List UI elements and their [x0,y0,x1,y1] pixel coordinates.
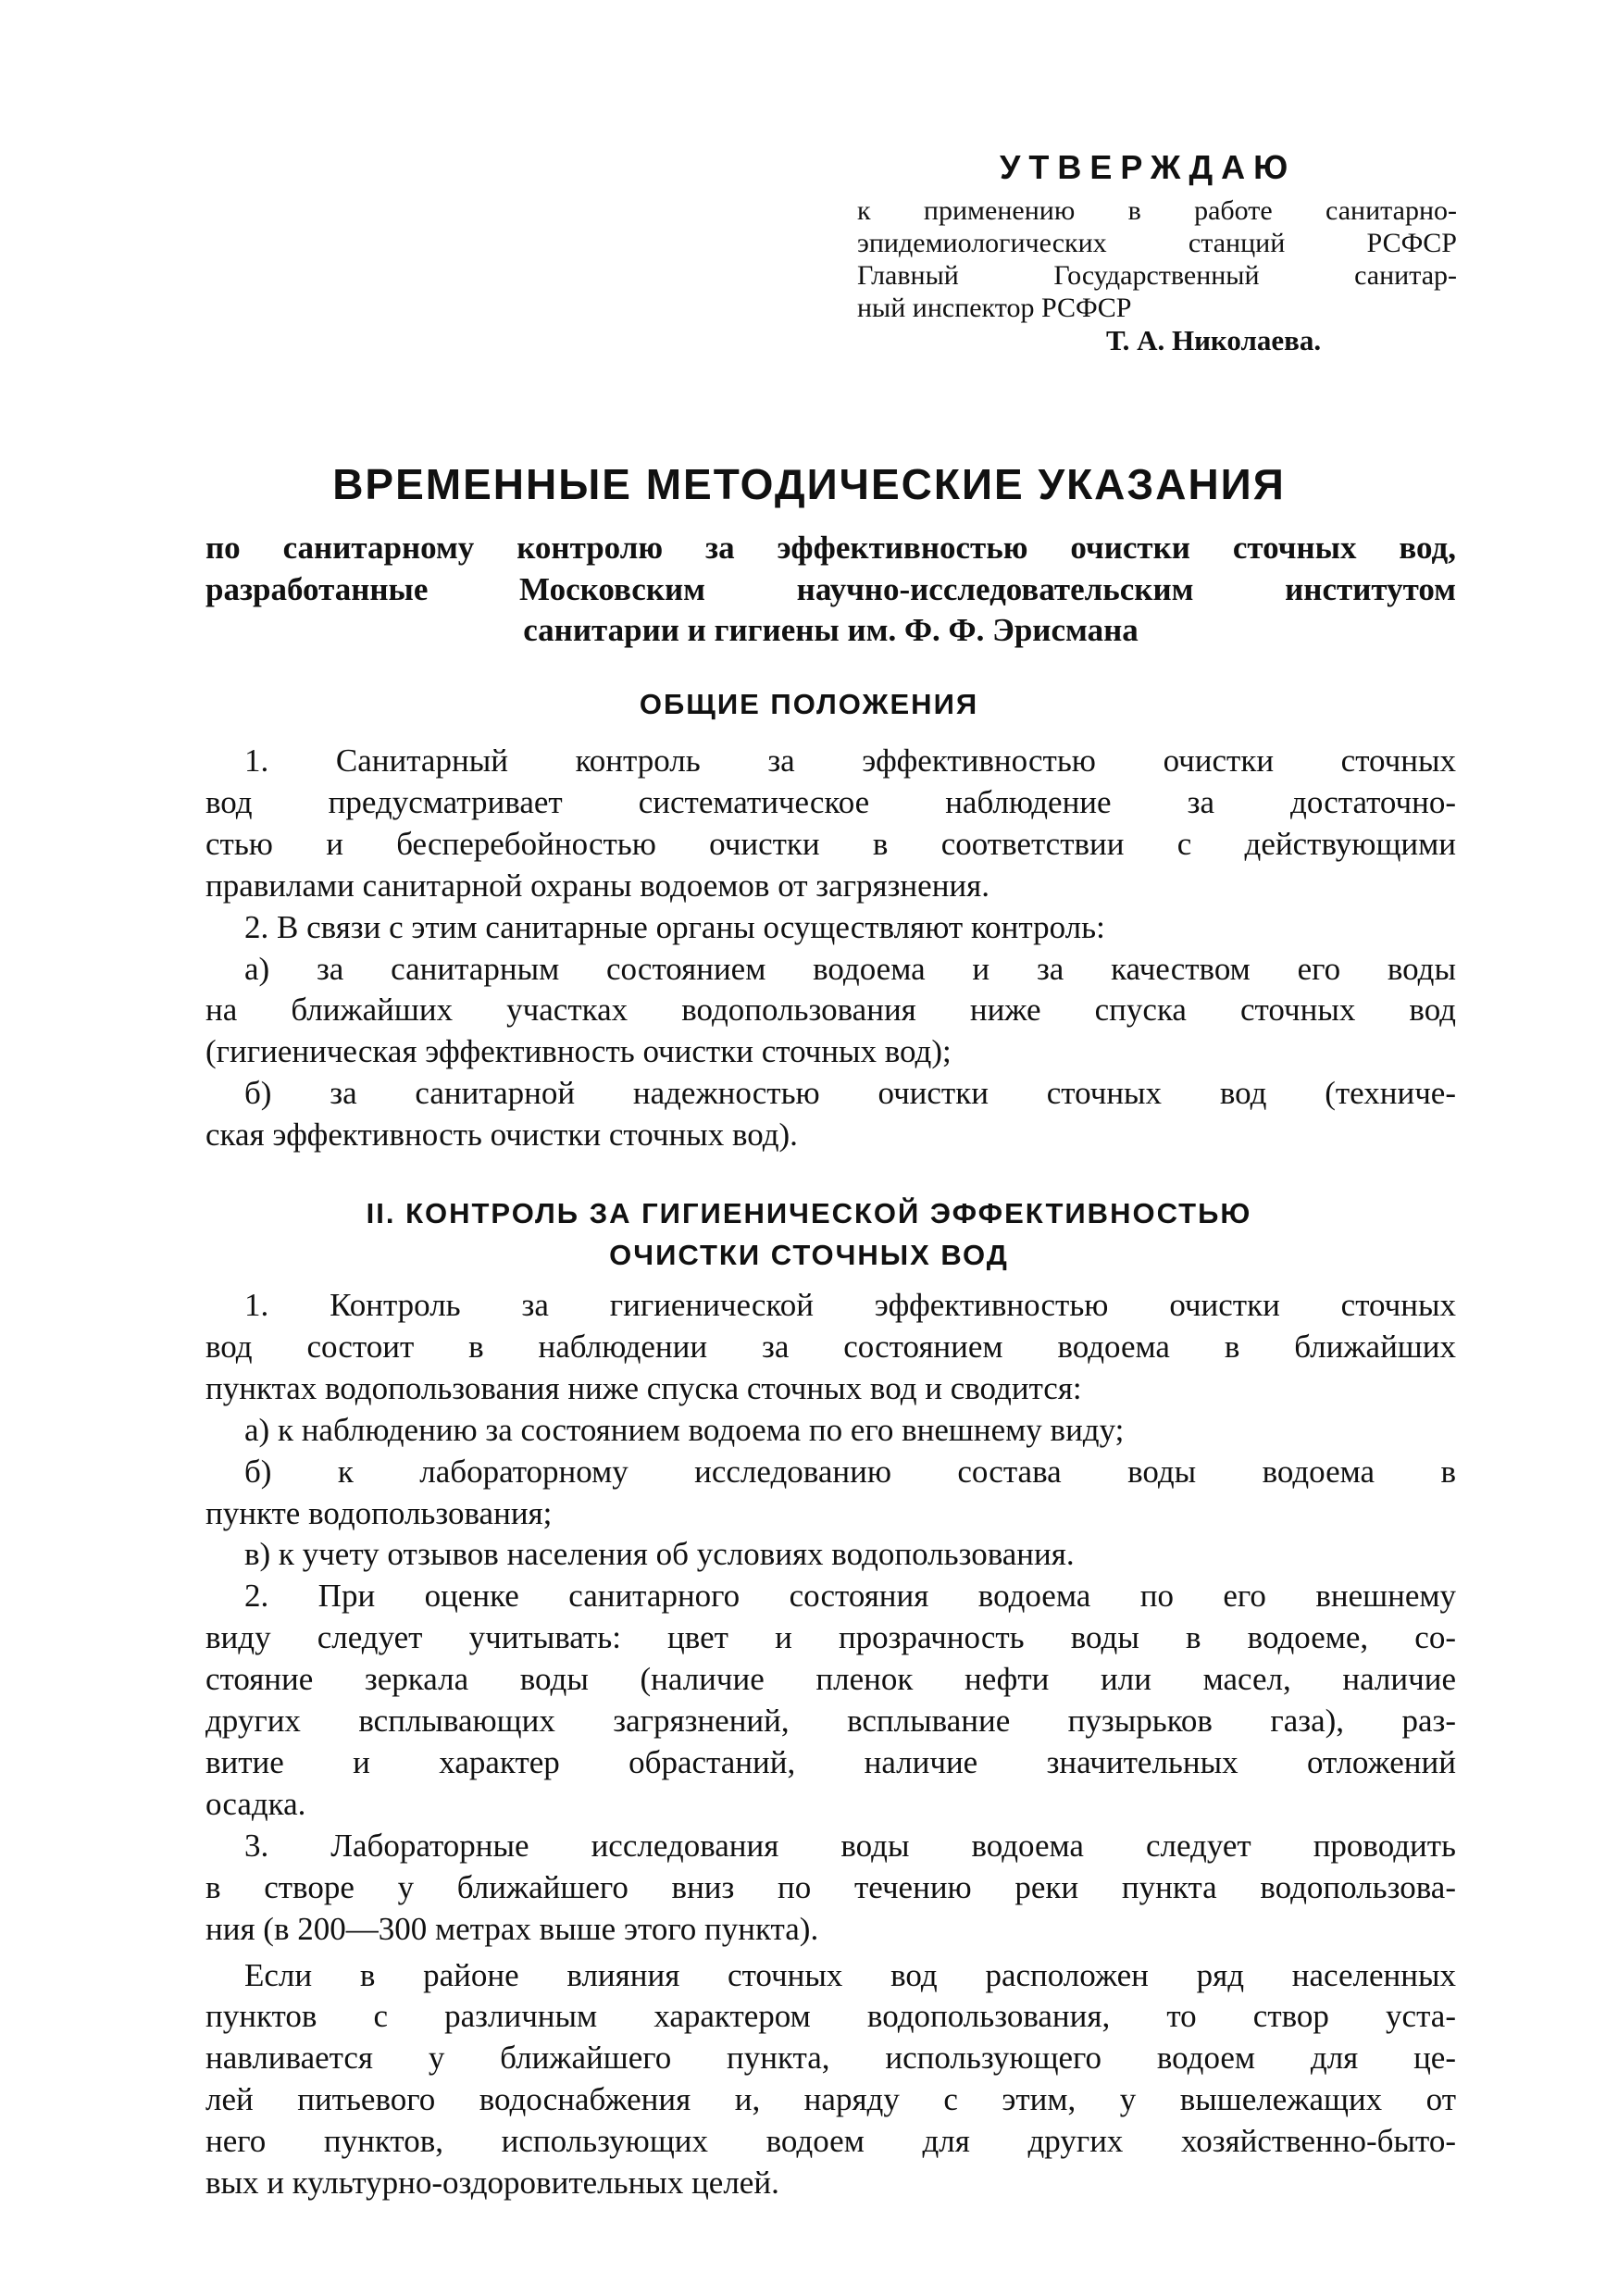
text-line: витие и характер обрастаний, наличие значительных отложений [205,1743,1456,1780]
text-line: б) к лабораторному исследованию состава воды водоема в [244,1453,1456,1490]
text-line: 2. В связи с этим санитарные органы осуществляют контроль: [244,908,1105,945]
text-line: пунктах водопользования ниже спуска сточных вод и сводится: [205,1369,1082,1406]
paragraph [205,1955,1456,2204]
paragraph [205,1073,1456,1156]
text-line: пункте водопользования; [205,1494,553,1531]
approval-line: к применению в работе санитарно- [857,195,1457,226]
text-line: а) за санитарным состоянием водоема и за качеством его воды [244,950,1456,987]
approval-text [857,194,1457,324]
text-line: правилами санитарной охраны водоемов от загрязнения. [205,867,990,904]
text-line: 1. Санитарный контроль за эффективностью очистки сточных [244,742,1456,779]
section-heading-general [0,683,1618,725]
text-line: б) за санитарной надежностью очистки сточных вод (техниче- [244,1075,1456,1112]
text-line: навливается у ближайшего пункта, использующего водоем для це- [205,2040,1456,2077]
approval-heading: УТВЕРЖДАЮ [1000,148,1297,186]
section-heading-line: ОЧИСТКИ СТОЧНЫХ ВОД [609,1239,1009,1271]
paragraph [205,1410,1456,1452]
text-line: виду следует учитывать: цвет и прозрачность воды в водоеме, со- [205,1619,1456,1656]
text-line: лей питьевого водоснабжения и, наряду с этим, у вышележащих от [205,2081,1456,2118]
section-body-hygienic-control [205,1285,1456,2204]
text-line: 3. Лабораторные исследования воды водоема следует проводить [244,1827,1456,1864]
document-subtitle [205,528,1456,652]
text-line: 1. Контроль за гигиенической эффективностью очистки сточных [244,1287,1456,1323]
section-heading-line: II. КОНТРОЛЬ ЗА ГИГИЕНИЧЕСКОЙ ЭФФЕКТИВНОСТЬЮ [366,1197,1252,1229]
paragraph [205,1534,1456,1576]
paragraph [205,1452,1456,1535]
paragraph [205,949,1456,1074]
text-line: стояние зеркала воды (наличие пленок нефти или масел, наличие [205,1661,1456,1698]
text-line: на ближайших участках водопользования ниже спуска сточных вод [205,992,1456,1029]
approval-line: ный инспектор РСФСР [857,293,1132,323]
approval-line: эпидемиологических станций РСФСР [857,228,1457,258]
text-line: вод предусматривает систематическое наблюдение за достаточно- [205,783,1456,820]
text-line: стью и бесперебойностью очистки в соответствии с действующими [205,825,1456,862]
section-heading-line: ОБЩИЕ ПОЛОЖЕНИЯ [639,688,979,720]
subtitle-line: разработанные Московским научно-исследовательским институтом [205,570,1456,607]
section-body-general [205,741,1456,1156]
text-line: ния (в 200—300 метрах выше этого пункта). [205,1910,819,1947]
text-line: пунктов с различным характером водопользования, то створ уста- [205,1998,1456,2035]
text-line: 2. При оценке санитарного состояния водоема по его внешнему [244,1578,1456,1615]
text-line: вых и культурно-оздоровительных целей. [205,2165,779,2202]
paragraph [205,1826,1456,1951]
text-line: в створе у ближайшего вниз по течению реки пункта водопользова- [205,1868,1456,1905]
section-heading-hygienic-control [0,1192,1618,1276]
text-line: (гигиеническая эффективность очистки сточных вод); [205,1033,952,1070]
text-line: осадка. [205,1785,306,1822]
paragraph [205,907,1456,949]
text-line: а) к наблюдению за состоянием водоема по его внешнему виду; [244,1411,1125,1448]
document-title: ВРЕМЕННЫЕ МЕТОДИЧЕСКИЕ УКАЗАНИЯ [332,460,1286,508]
paragraph [205,741,1456,907]
text-line: вод состоит в наблюдении за состоянием водоема в ближайших [205,1328,1456,1365]
text-line: него пунктов, использующих водоем для других хозяйственно-быто- [205,2123,1456,2160]
text-line: других всплывающих загрязнений, всплывание пузырьков газа), раз- [205,1703,1456,1740]
text-line: Если в районе влияния сточных вод расположен ряд населенных [244,1956,1456,1993]
signature-name: Т. А. Николаева. [1106,324,1322,356]
approval-line: Главный Государственный санитар- [857,260,1457,291]
paragraph [205,1285,1456,1410]
paragraph [205,1576,1456,1825]
subtitle-line: по санитарному контролю за эффективностью очистки сточных вод, [205,530,1456,566]
subtitle-line: санитарии и гигиены им. Ф. Ф. Эрисмана [523,612,1139,648]
text-line: в) к учету отзывов населения об условиях водопользования. [244,1536,1075,1573]
text-line: ская эффективность очистки сточных вод). [205,1117,798,1154]
